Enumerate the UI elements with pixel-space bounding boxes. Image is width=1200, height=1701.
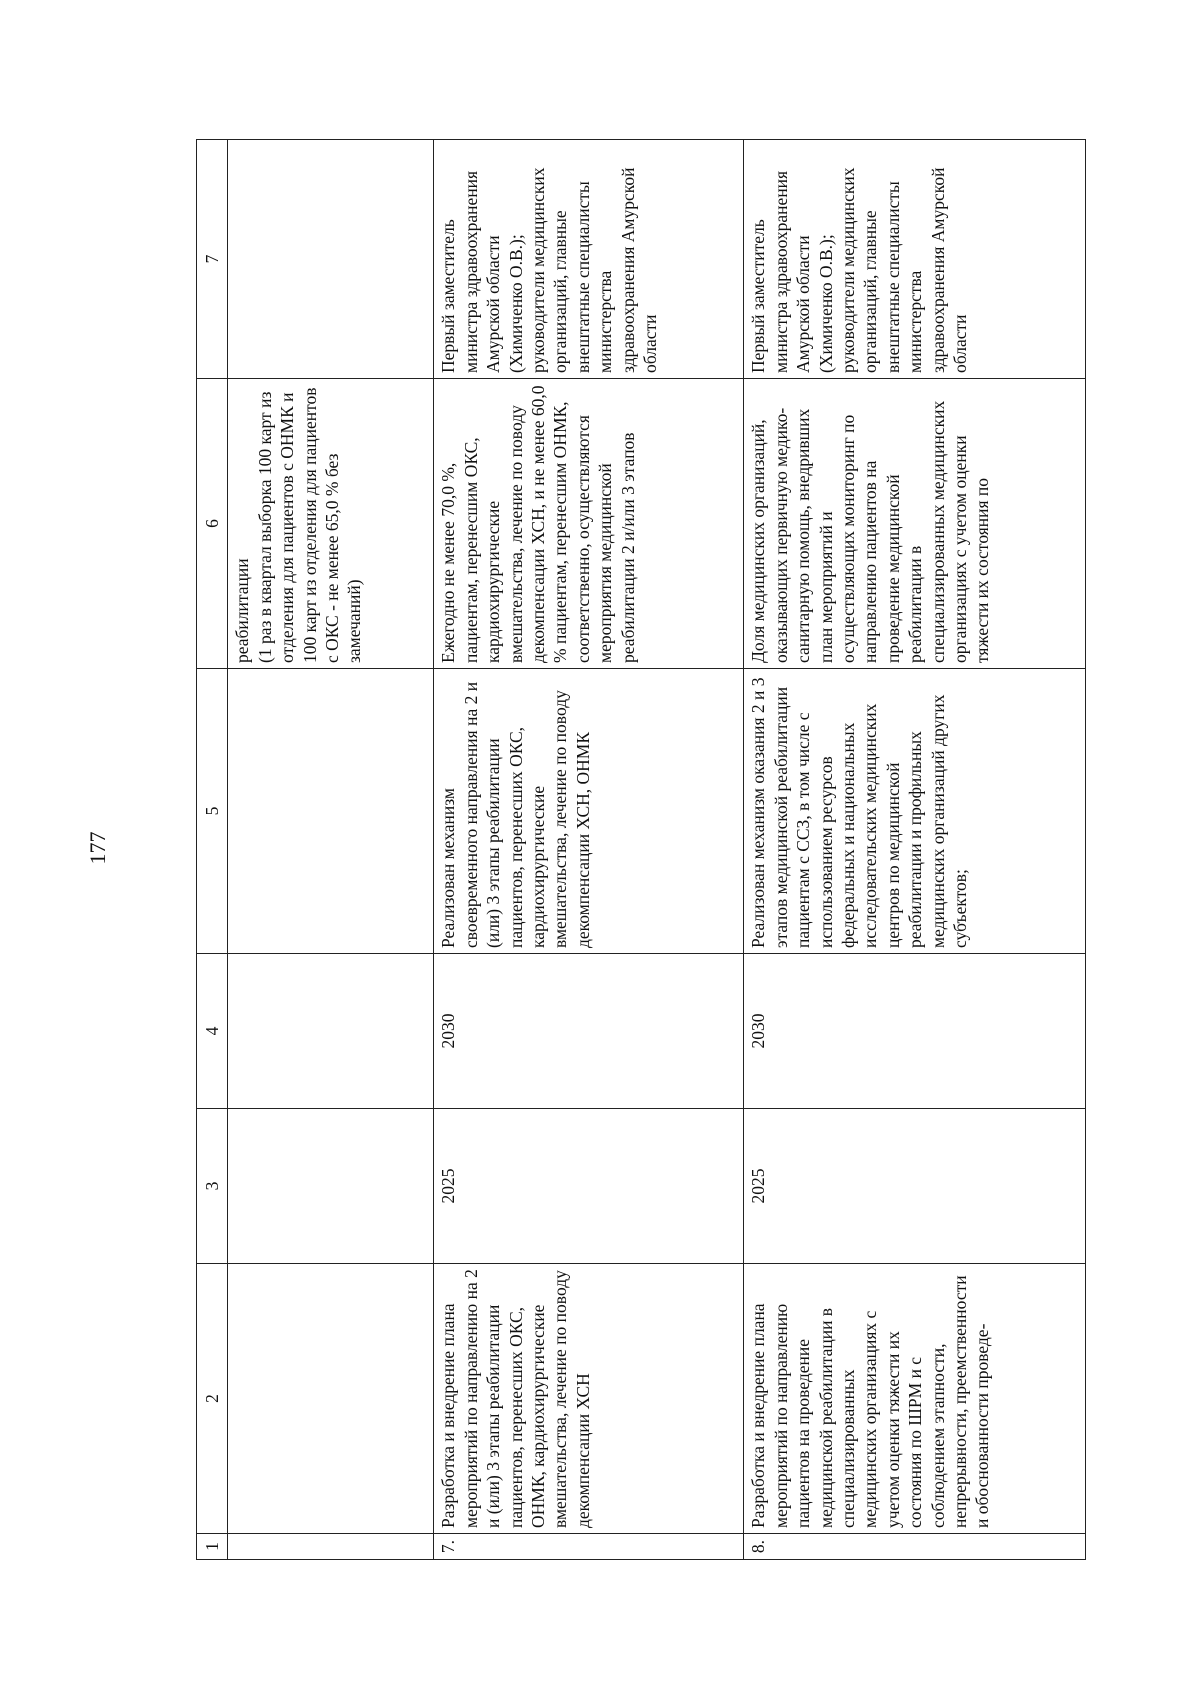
row-end-year: 2030 [744,954,1086,1109]
header-col-3: 3 [197,1109,228,1264]
rotated-table-container [196,140,1086,1560]
header-col-7: 7 [197,140,228,379]
row-number: 7. [434,1534,744,1560]
header-row [197,140,228,1560]
header-col-5: 5 [197,669,228,954]
header-col-4: 4 [197,954,228,1109]
row-start-year: 2025 [744,1109,1086,1264]
row-result: Реализован механизм своевременного направления на 2 и (или) 3 этапы реабилитации пациентов, перенесших ОКС, кардиохирургические вмешательства, лечение по поводу декомпенсации ХСН, ОНМК [434,669,744,954]
row-event: Разработка и внедрение плана мероприятий по направлению пациентов на проведение медицинской реабилитации в специализированных медицинских организациях с учетом оценки тяжести их состояния по ШРМ и с соблюдением этапности, непрерывности, преемственности и обоснованности проведе- [744,1264,1086,1534]
table-row [434,140,744,1560]
continuation-indicator: реабилитации (1 раз в квартал выборка 100 карт из отделения для пациентов с ОНМК и 100 карт из отделения для пациентов с ОКС - не менее 65,0 % без замечаний) [228,379,434,669]
table-row [744,140,1086,1560]
header-col-2: 2 [197,1264,228,1534]
table-row-continuation [228,140,434,1560]
row-indicator: Ежегодно не менее 70,0 %, пациентам, перенесшим ОКС, кардиохирургические вмешательства, лечение по поводу декомпенсации ХСН, и не менее 60,0 % пациентам, перенесшим ОНМК, соответственно, осуществляются мероприятия медицинской реабилитации 2 и/или 3 этапов [434,379,744,669]
header-col-6: 6 [197,379,228,669]
header-col-1: 1 [197,1534,228,1560]
row-indicator: Доля медицинских организаций, оказывающих первичную медико-санитарную помощь, внедривших план мероприятий и осуществляющих мониторинг по направлению пациентов на проведение медицинской реабилитации в специализированных медицинских организациях с учетом оценки тяжести их состояния по [744,379,1086,669]
row-number: 8. [744,1534,1086,1560]
measures-table [196,139,1086,1560]
row-event: Разработка и внедрение плана мероприятий по направлению на 2 и (или) 3 этапы реабилитации пациентов, перенесших ОКС, ОНМК, кардиохирургические вмешательства, лечение по поводу декомпенсации ХСН [434,1264,744,1534]
page-number: 177 [85,831,110,865]
row-result: Реализован механизм оказания 2 и 3 этапов медицинской реабилитации пациентам с ССЗ, в том числе с использованием ресурсов федеральных и национальных исследовательских медицинских центров по медицинской реабилитации и профильных медицинских организаций других субъектов; [744,669,1086,954]
row-responsible: Первый заместитель министра здравоохранения Амурской области (Химиченко О.В.); руководители медицинских организаций, главные внештатные специалисты министерства здравоохранения Амурской области [744,140,1086,379]
row-end-year: 2030 [434,954,744,1109]
row-responsible: Первый заместитель министра здравоохранения Амурской области (Химиченко О.В.); руководители медицинских организаций, главные внештатные специалисты министерства здравоохранения Амурской области [434,140,744,379]
row-start-year: 2025 [434,1109,744,1264]
